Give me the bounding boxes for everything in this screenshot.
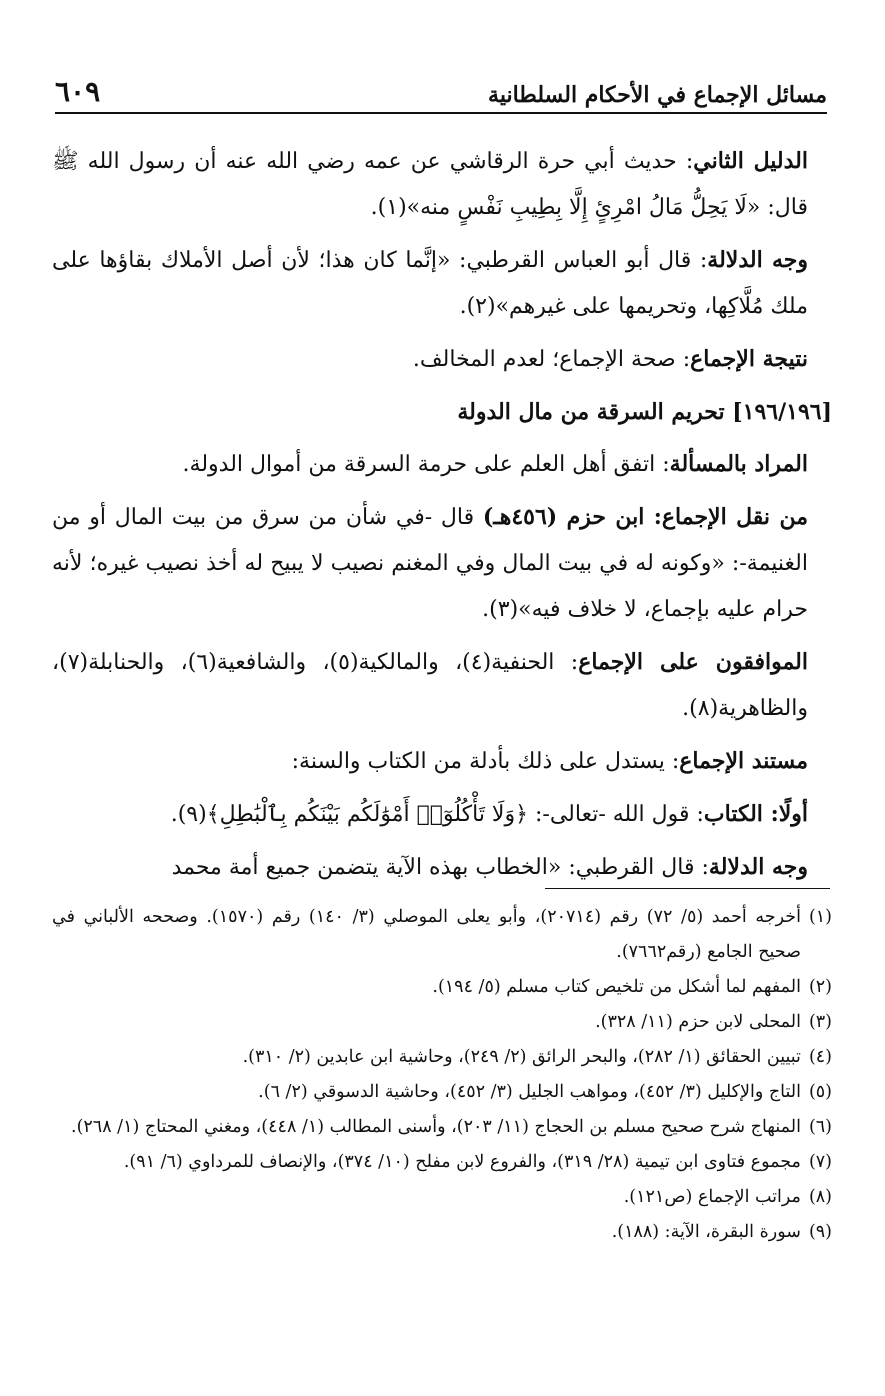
- paragraph-text: : قال القرطبي: «الخطاب بهذه الآية يتضمن جميع أمة محمد: [171, 855, 709, 880]
- footnote-item: [52, 1075, 832, 1110]
- footnote-item: [52, 1145, 832, 1180]
- footnote-text: سورة البقرة، الآية: (١٨٨).: [611, 1222, 801, 1242]
- footnote-text: المحلى لابن حزم (١١/ ٣٢٨).: [595, 1012, 801, 1032]
- paragraph-text: : قال أبو العباس القرطبي: «إنَّما كان هذا؛ لأن أصل الأملاك بقاؤها على ملك مُلَّاكِها، وتحريمها على غيرهم»(٢).: [52, 248, 808, 319]
- paragraph-text: : صحة الإجماع؛ لعدم المخالف.: [412, 347, 691, 372]
- paragraph-second-evidence: [52, 138, 832, 231]
- paragraph-label: أولًا: الكتاب: [703, 801, 808, 827]
- paragraph-quran-evidence: [52, 791, 832, 838]
- paragraph-text: : اتفق أهل العلم على حرمة السرقة من أموال الدولة.: [182, 452, 670, 477]
- footnote-number: (٩): [808, 1222, 832, 1242]
- footnote-number: (٤): [808, 1047, 832, 1067]
- footnote-text: مراتب الإجماع (ص١٢١).: [623, 1187, 801, 1207]
- paragraph-label: الدليل الثاني: [693, 148, 808, 174]
- footnote-text: المنهاج شرح صحيح مسلم بن الحجاج (١١/ ٢٠٣)، وأسنى المطالب (١/ ٤٤٨)، ومغني المحتاج (١/ ٢٦٨).: [71, 1117, 801, 1137]
- header-divider: [55, 112, 827, 114]
- paragraph-text: : قول الله -تعالى-: ﴿وَلَا تَأْكُلُوٓا۟ أَمْوَٰلَكُم بَيْنَكُم بِٱلْبَٰطِلِ﴾(٩).: [170, 802, 704, 827]
- paragraph-text: : يستدل على ذلك بأدلة من الكتاب والسنة:: [291, 749, 680, 774]
- footnote-number: (٦): [808, 1117, 832, 1137]
- footnote-text: تبيين الحقائق (١/ ٢٨٢)، والبحر الرائق (٢/ ٢٤٩)، وحاشية ابن عابدين (٢/ ٣١٠).: [242, 1047, 801, 1067]
- footnote-divider: [545, 888, 830, 889]
- paragraph-label: المراد بالمسألة: [669, 451, 808, 477]
- paragraph-issue-meaning: [52, 441, 832, 488]
- footnote-item: [52, 900, 832, 970]
- paragraph-evidence-aspect: [52, 237, 832, 330]
- paragraph-agreeing-schools: [52, 639, 832, 732]
- paragraph-text: : حديث أبي حرة الرقاشي عن عمه رضي الله عنه أن رسول الله ﷺ قال: «لَا يَحِلُّ مَالُ امْرِئٍ إِلَّا بِطِيبِ نَفْسٍ منه»(١).: [52, 149, 808, 220]
- paragraph-label: وجه الدلالة: [708, 854, 808, 880]
- footnote-item: [52, 1215, 832, 1250]
- footnote-number: (٢): [808, 977, 832, 997]
- footnote-item: [52, 970, 832, 1005]
- paragraph-text: : الحنفية(٤)، والمالكية(٥)، والشافعية(٦)، والحنابلة(٧)، والظاهرية(٨).: [52, 650, 808, 721]
- paragraph-label: وجه الدلالة: [707, 247, 808, 273]
- section-heading: [١٩٦/١٩٦] تحريم السرقة من مال الدولة: [457, 399, 832, 425]
- footnote-text: مجموع فتاوى ابن تيمية (٢٨/ ٣١٩)، والفروع لابن مفلح (١٠/ ٣٧٤)، والإنصاف للمرداوي (٦/ ٩١).: [123, 1152, 801, 1172]
- paragraph-text: قال -في شأن من سرق من بيت المال أو من الغنيمة-: «وكونه له في بيت المال وفي المغنم نصيب لا يبيح له أخذ نصيب غيره؛ لأنه حرام عليه بإجماع، لا خلاف فيه»(٣).: [52, 505, 808, 622]
- footnote-number: (٧): [808, 1152, 832, 1172]
- footnote-item: [52, 1180, 832, 1215]
- main-text: [52, 138, 832, 897]
- paragraph-consensus-result: [52, 336, 832, 383]
- footnote-text: أخرجه أحمد (٥/ ٧٢) رقم (٢٠٧١٤)، وأبو يعلى الموصلي (٣/ ١٤٠) رقم (١٥٧٠). وصححه الألباني في صحيح الجامع (رقم٧٦٦٢).: [52, 907, 801, 962]
- page-header: [55, 68, 827, 108]
- footnote-number: (٣): [808, 1012, 832, 1032]
- footnote-item: [52, 1040, 832, 1075]
- paragraph-consensus-transmitter: [52, 494, 832, 633]
- paragraph-label: من نقل الإجماع: ابن حزم (٤٥٦هـ): [482, 504, 808, 530]
- footnotes: [52, 900, 832, 1250]
- footnote-text: المفهم لما أشكل من تلخيص كتاب مسلم (٥/ ١٩٤).: [432, 977, 801, 997]
- paragraph-evidence-aspect-2: [52, 844, 832, 891]
- paragraph-label: الموافقون على الإجماع: [578, 649, 808, 675]
- footnote-number: (١): [808, 907, 832, 927]
- footnote-item: [52, 1110, 832, 1145]
- paragraph-consensus-basis: [52, 738, 832, 785]
- footnote-text: التاج والإكليل (٣/ ٤٥٢)، ومواهب الجليل (٣/ ٤٥٢)، وحاشية الدسوقي (٢/ ٦).: [258, 1082, 801, 1102]
- footnote-number: (٨): [808, 1187, 832, 1207]
- running-title: مسائل الإجماع في الأحكام السلطانية: [488, 82, 827, 108]
- page-number: ٦٠٩: [55, 75, 101, 108]
- paragraph-label: مستند الإجماع: [679, 748, 808, 774]
- paragraph-label: نتيجة الإجماع: [690, 346, 808, 372]
- footnote-number: (٥): [808, 1082, 832, 1102]
- footnote-item: [52, 1005, 832, 1040]
